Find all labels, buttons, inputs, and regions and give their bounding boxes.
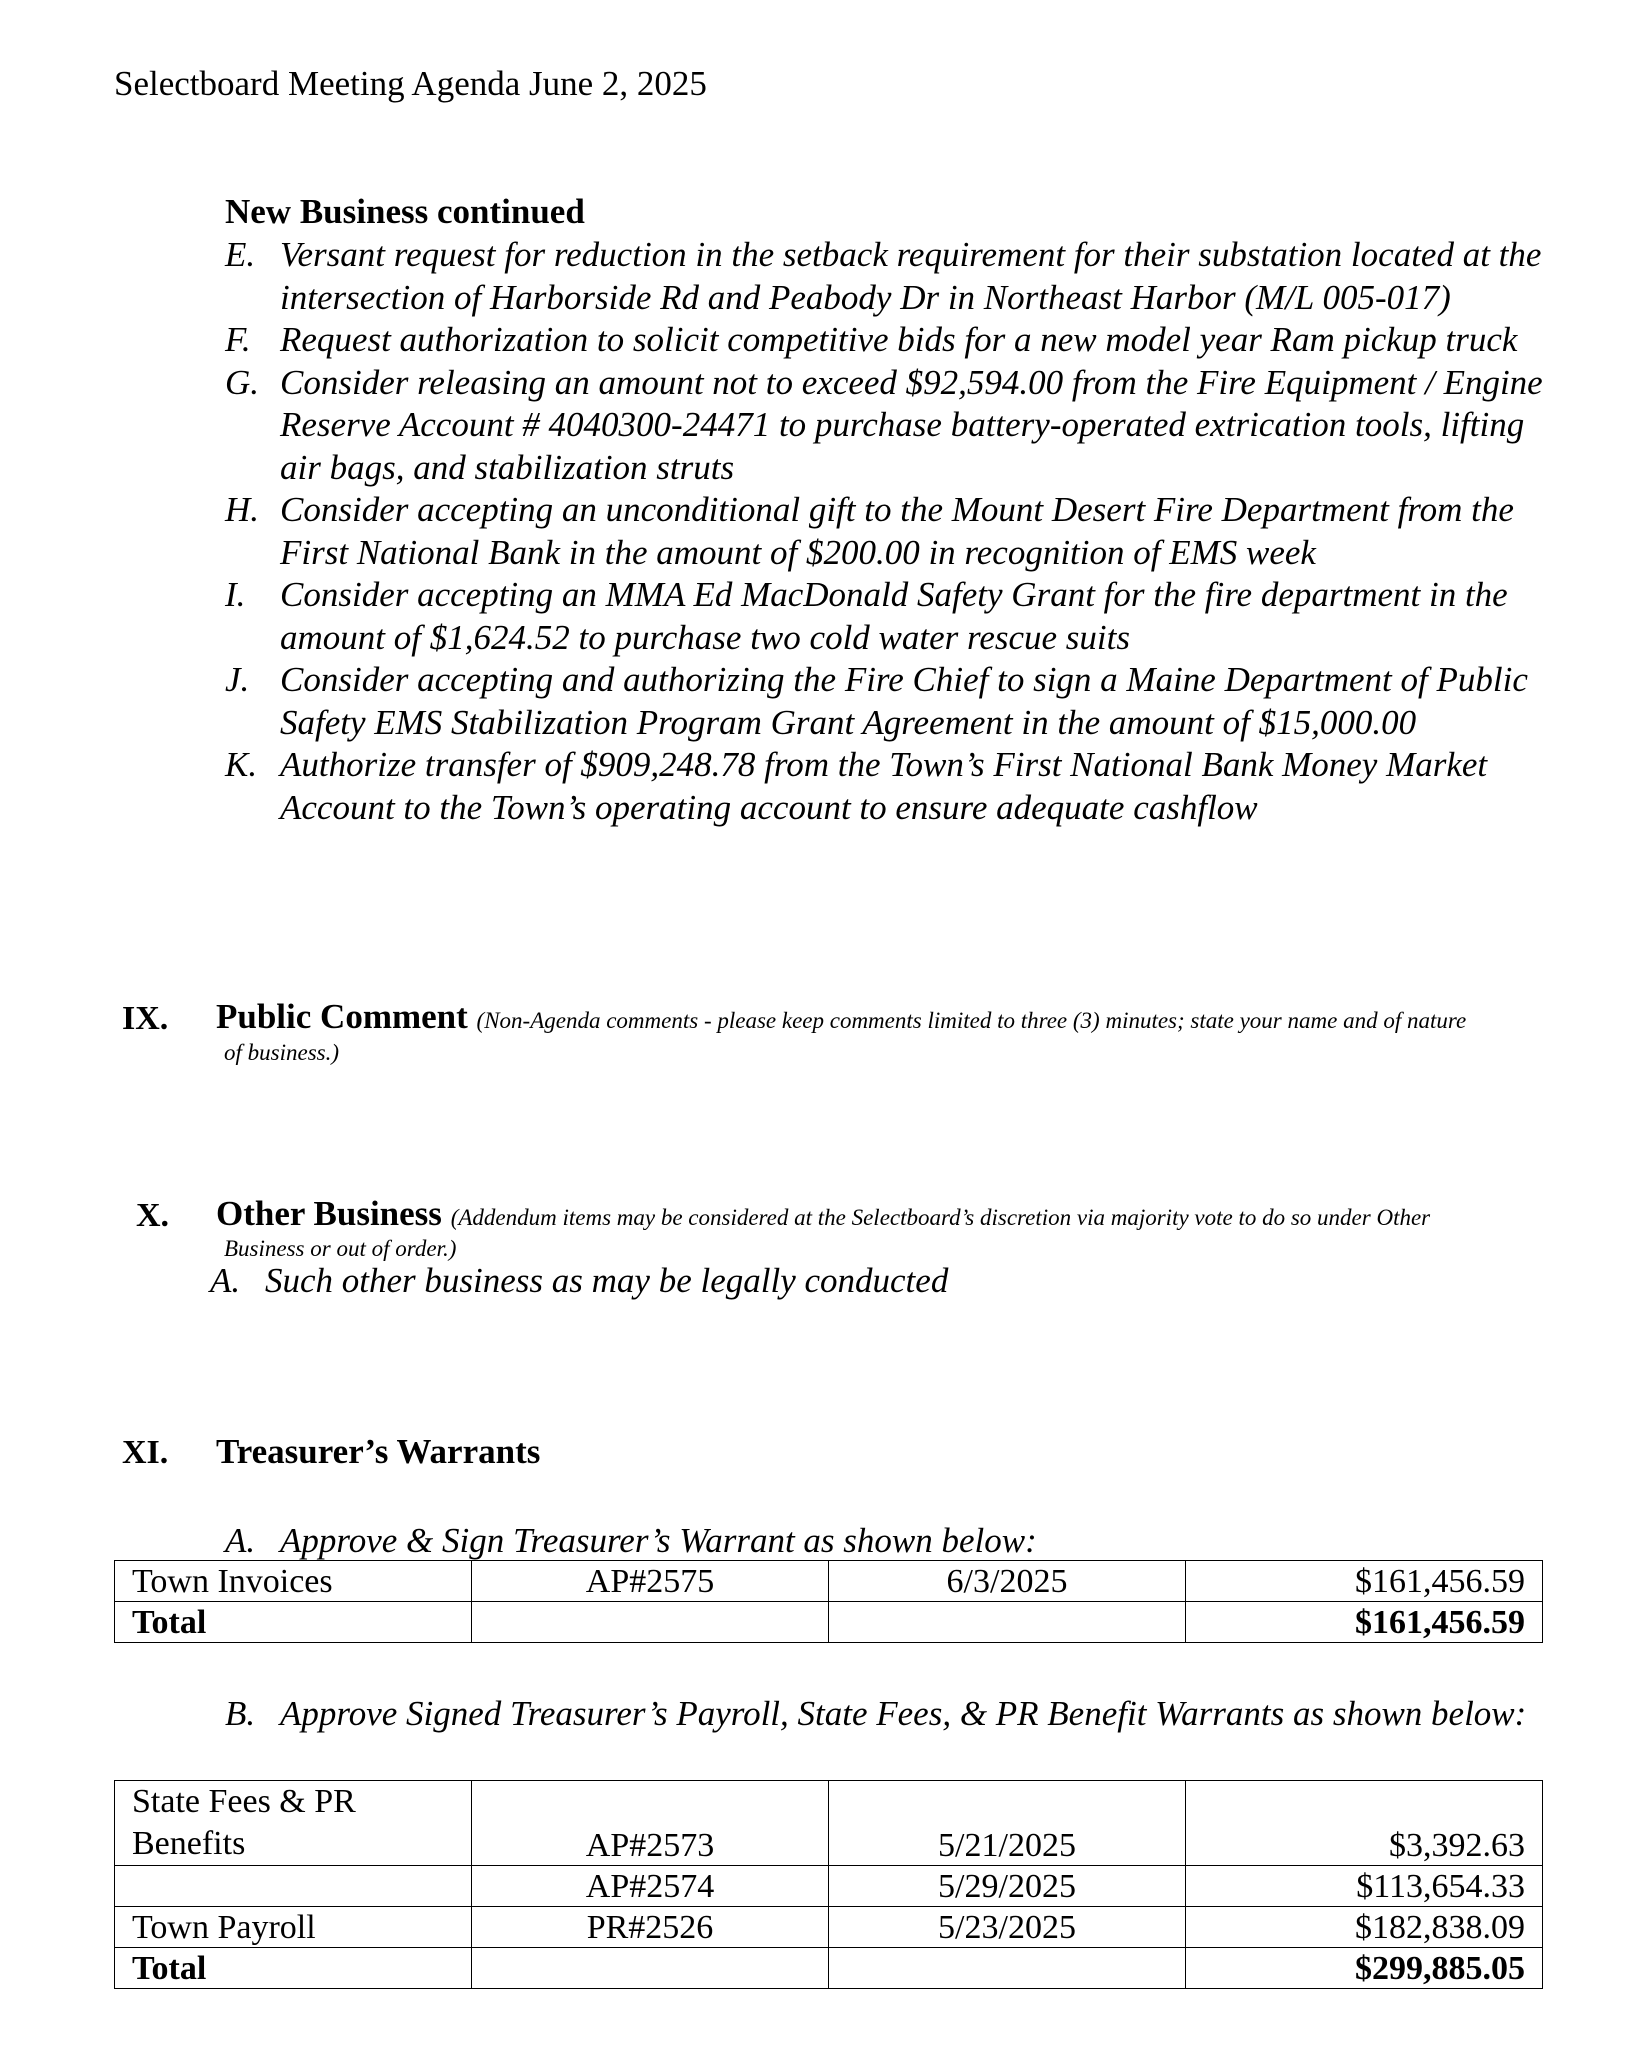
table-cell bbox=[115, 1781, 472, 1866]
table-cell: $161,456.59 bbox=[1186, 1561, 1543, 1602]
table-cell: 5/21/2025 bbox=[829, 1781, 1186, 1866]
item-letter: K. bbox=[225, 745, 258, 784]
table-cell: Town Invoices bbox=[115, 1561, 472, 1602]
item-text: Consider releasing an amount not to exceed $92,594.00 from the Fire Equipment / Engine Reserve Account # 4040300-24471 to purchase battery-operated extrication tools, lifting air bags, and stabilization struts bbox=[280, 362, 1543, 487]
item-letter: G. bbox=[225, 362, 260, 402]
list-item bbox=[225, 489, 1555, 574]
item-text: Versant request for reduction in the setback requirement for their substation located at the intersection of Harborside Rd and Peabody Dr in Northeast Harbor (M/L 005-017) bbox=[280, 235, 1542, 317]
warrant-a-label bbox=[225, 1520, 1555, 1562]
table-cell: $3,392.63 bbox=[1186, 1781, 1543, 1866]
section-title-other-business bbox=[216, 1194, 1430, 1234]
warrant-b-table bbox=[114, 1780, 1543, 1989]
table-cell: AP#2573 bbox=[472, 1781, 829, 1866]
list-item bbox=[225, 234, 1555, 319]
list-item bbox=[225, 574, 1555, 659]
item-letter: A. bbox=[225, 1521, 256, 1560]
cell-line: Benefits bbox=[132, 1825, 246, 1862]
list-item bbox=[225, 362, 1555, 490]
item-text: Consider accepting an unconditional gift to the Mount Desert Fire Department from the First National Bank in the amount of $200.00 in recognition of EMS week bbox=[280, 490, 1514, 572]
other-business-note: (Addendum items may be considered at the Selectboard’s discretion via majority vote to do so under Other bbox=[450, 1205, 1431, 1230]
item-letter: B. bbox=[225, 1694, 256, 1733]
table-cell: $161,456.59 bbox=[1186, 1602, 1543, 1643]
public-comment-note: (Non-Agenda comments - please keep comments limited to three (3) minutes; state your name and of nature bbox=[476, 1008, 1467, 1033]
warrant-b-label bbox=[225, 1693, 1555, 1735]
page-header: Selectboard Meeting Agenda June 2, 2025 bbox=[114, 64, 707, 103]
table-row bbox=[115, 1781, 1543, 1866]
item-letter: J. bbox=[225, 660, 250, 699]
item-text: Consider accepting and authorizing the Fire Chief to sign a Maine Department of Public Safety EMS Stabilization Program Grant Agreement in the amount of $15,000.00 bbox=[280, 660, 1528, 742]
table-cell: 6/3/2025 bbox=[829, 1561, 1186, 1602]
table-cell bbox=[829, 1948, 1186, 1989]
table-row bbox=[115, 1561, 1543, 1602]
table-row-total bbox=[115, 1948, 1543, 1989]
table-cell: 5/29/2025 bbox=[829, 1866, 1186, 1907]
table-cell: $299,885.05 bbox=[1186, 1948, 1543, 1989]
table-cell: $113,654.33 bbox=[1186, 1866, 1543, 1907]
table-cell bbox=[829, 1602, 1186, 1643]
table-row bbox=[115, 1907, 1543, 1948]
table-cell bbox=[472, 1602, 829, 1643]
table-cell bbox=[472, 1948, 829, 1989]
table-cell: Total bbox=[115, 1602, 472, 1643]
item-text: Such other business as may be legally conducted bbox=[265, 1261, 949, 1300]
item-letter: F. bbox=[225, 320, 251, 359]
other-business-note-continued: Business or out of order.) bbox=[224, 1236, 457, 1261]
list-item bbox=[225, 744, 1555, 829]
table-row bbox=[115, 1866, 1543, 1907]
section-title-treasurers-warrants: Treasurer’s Warrants bbox=[216, 1432, 541, 1471]
other-business-item bbox=[210, 1261, 948, 1301]
public-comment-note-continued: of business.) bbox=[224, 1040, 339, 1065]
table-cell: Total bbox=[115, 1948, 472, 1989]
public-comment-title: Public Comment bbox=[216, 997, 468, 1036]
table-cell: $182,838.09 bbox=[1186, 1907, 1543, 1948]
table-row-total bbox=[115, 1602, 1543, 1643]
table-cell: 5/23/2025 bbox=[829, 1907, 1186, 1948]
item-letter: I. bbox=[225, 575, 246, 614]
table-cell: Town Payroll bbox=[115, 1907, 472, 1948]
section-number-xi: XI. bbox=[122, 1434, 169, 1471]
item-text: Consider accepting an MMA Ed MacDonald Safety Grant for the fire department in the amount of $1,624.52 to purchase two cold water rescue suits bbox=[280, 575, 1508, 657]
list-item bbox=[225, 319, 1555, 362]
item-letter: A. bbox=[210, 1261, 241, 1300]
table-cell bbox=[115, 1866, 472, 1907]
item-text: Authorize transfer of $909,248.78 from the Town’s First National Bank Money Market Account to the Town’s operating account to ensure adequate cashflow bbox=[280, 745, 1488, 827]
item-letter: E. bbox=[225, 235, 256, 274]
item-text: Request authorization to solicit competitive bids for a new model year Ram pickup truck bbox=[280, 320, 1518, 359]
section-number-ix: IX. bbox=[122, 1000, 169, 1037]
cell-line: State Fees & PR bbox=[132, 1783, 356, 1820]
table-cell: AP#2574 bbox=[472, 1866, 829, 1907]
table-cell: AP#2575 bbox=[472, 1561, 829, 1602]
item-text: Approve & Sign Treasurer’s Warrant as shown below: bbox=[280, 1521, 1037, 1560]
warrant-a-table bbox=[114, 1560, 1543, 1643]
new-business-list bbox=[225, 234, 1555, 829]
new-business-heading: New Business continued bbox=[225, 192, 585, 231]
table-cell: PR#2526 bbox=[472, 1907, 829, 1948]
list-item bbox=[225, 659, 1555, 744]
section-number-x: X. bbox=[136, 1197, 170, 1234]
section-title-public-comment bbox=[216, 997, 1466, 1037]
other-business-title: Other Business bbox=[216, 1194, 442, 1233]
item-letter: H. bbox=[225, 490, 260, 529]
item-text: Approve Signed Treasurer’s Payroll, State Fees, & PR Benefit Warrants as shown below: bbox=[280, 1694, 1527, 1733]
